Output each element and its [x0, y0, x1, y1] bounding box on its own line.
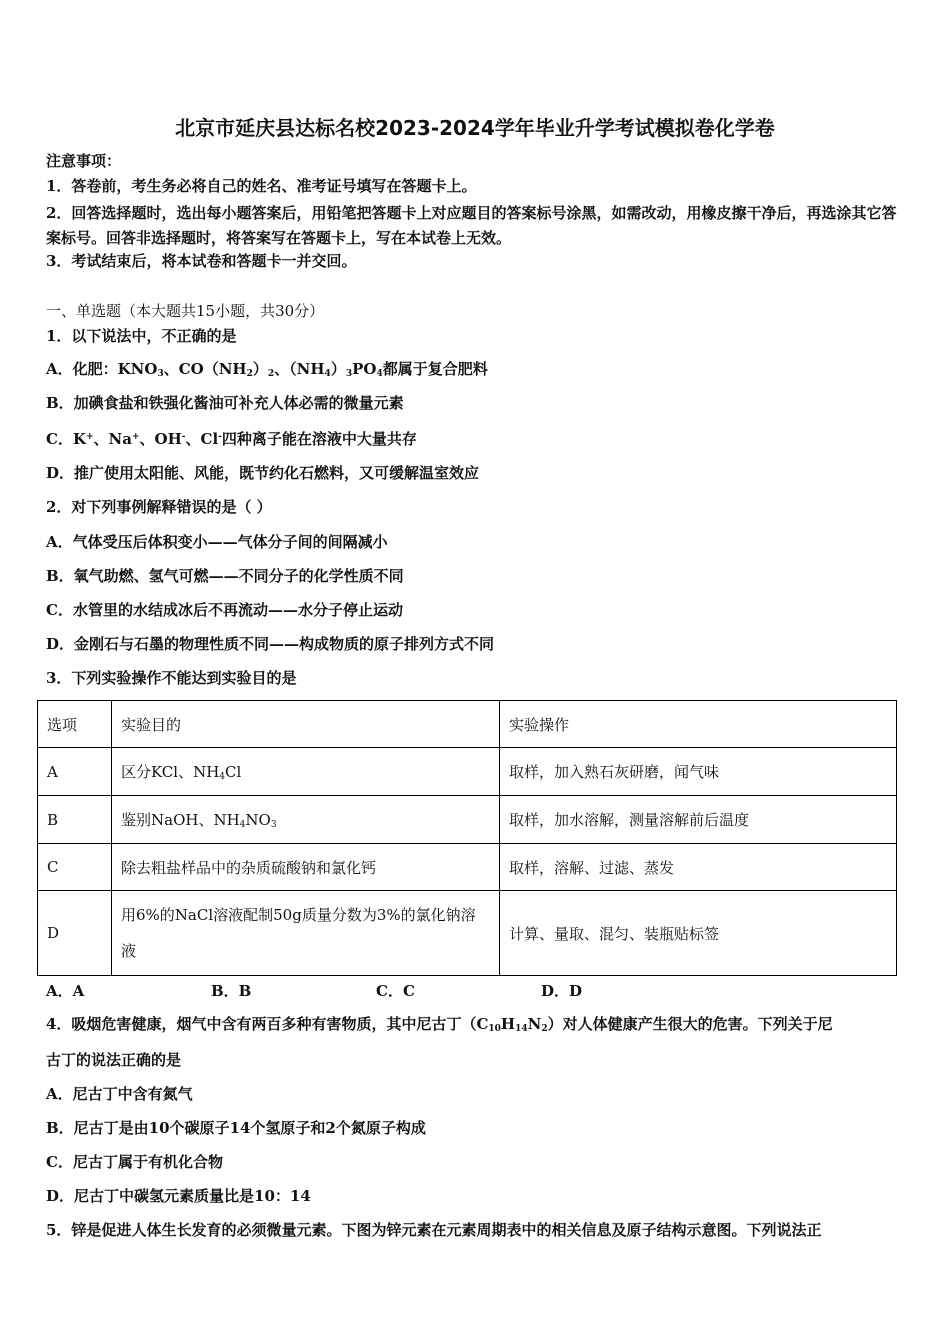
q4-option-c: C．尼古丁属于有机化合物 — [46, 1153, 223, 1171]
q3-option-b: B．B — [211, 982, 252, 1000]
q1-stem: 1．以下说法中，不正确的是 — [46, 327, 237, 345]
q1-option-d: D．推广使用太阳能、风能，既节约化石燃料，又可缓解温室效应 — [46, 464, 480, 482]
q3-option-c: C．C — [376, 982, 415, 1000]
notice-item-2: 2．回答选择题时，选出每小题答案后，用铅笔把答题卡上对应题目的答案标号涂黑，如需改动，用橡皮擦干净后，再选涂其它答案标号。回答非选择题时，将答案写在答题卡上，写在本试卷上无效。 — [46, 204, 897, 247]
q3-option-d: D．D — [541, 982, 583, 1000]
row-operation: 取样，加水溶解，测量溶解前后温度 — [500, 796, 897, 844]
q1-option-a: A．化肥：$KNO_3$、$CO(NH_2)_2$、$(NH_4)_3PO_4$都属于复合肥料 — [46, 360, 488, 379]
q5-stem: 5．锌是促进人体生长发育的必须微量元素。下图为锌元素在元素周期表中的相关信息及原子结构示意图。下列说法正 — [46, 1221, 822, 1239]
header-option: 选项 — [38, 701, 112, 748]
table-row — [38, 748, 897, 796]
q2-option-a: A．气体受压后体积变小——气体分子间的间隔减小 — [46, 533, 388, 551]
page-title: 北京市延庆县达标名校2023-2024学年毕业升学考试模拟卷化学卷 — [175, 116, 775, 140]
q4-option-a: A．尼古丁中含有氮气 — [46, 1085, 193, 1103]
table-header-row — [38, 701, 897, 748]
header-operation: 实验操作 — [500, 701, 897, 748]
row-operation: 计算、量取、混匀、装瓶贴标签 — [500, 891, 897, 976]
row-option: B — [38, 796, 112, 844]
q3-stem: 3．下列实验操作不能达到实验目的是 — [46, 669, 297, 687]
header-goal: 实验目的 — [112, 701, 500, 748]
q4-option-b: B．尼古丁是由10个碳原子14个氢原子和2个氮原子构成 — [46, 1119, 426, 1137]
row-option: D — [38, 891, 112, 976]
q4-stem-cont: 古丁的说法正确的是 — [46, 1051, 182, 1069]
q3-option-a: A．A — [46, 982, 85, 1000]
row-goal: 用6%的NaCl溶液配制50g质量分数为3%的氯化钠溶液 — [112, 891, 500, 976]
row-goal: 除去粗盐样品中的杂质硫酸钠和氯化钙 — [112, 844, 500, 891]
table-row — [38, 844, 897, 891]
row-option: C — [38, 844, 112, 891]
section-heading: 一、单选题（本大题共15小题，共30分） — [46, 302, 325, 320]
table-row — [38, 796, 897, 844]
q4-stem: 4．吸烟危害健康，烟气中含有两百多种有害物质，其中尼古丁$(C_{10}H_{14}N_2)$对人体健康产生很大的危害。下列关于尼 — [46, 1015, 833, 1034]
q2-option-c: C．水管里的水结成冰后不再流动——水分子停止运动 — [46, 601, 403, 619]
row-option: A — [38, 748, 112, 796]
notice-item-1: 1．答卷前，考生务必将自己的姓名、准考证号填写在答题卡上。 — [46, 177, 477, 195]
q1-option-b: B．加碘食盐和铁强化酱油可补充人体必需的微量元素 — [46, 394, 404, 412]
table-row — [38, 891, 897, 976]
experiment-table — [37, 700, 897, 976]
q1-option-c: C．K+、Na+、OH-、Cl-四种离子能在溶液中大量共存 — [46, 430, 417, 448]
q4-option-d: D．尼古丁中碳氢元素质量比是10：14 — [46, 1187, 311, 1205]
notice-heading: 注意事项： — [46, 152, 122, 170]
row-goal: 鉴别NaOH、$NH_4NO_3$ — [112, 796, 500, 844]
q3-options — [46, 980, 706, 1001]
q2-stem: 2．对下列事例解释错误的是（ ） — [46, 498, 272, 516]
row-goal: 区分KCl、$NH_4Cl$ — [112, 748, 500, 796]
row-operation: 取样，溶解、过滤、蒸发 — [500, 844, 897, 891]
q2-option-b: B．氧气助燃、氢气可燃——不同分子的化学性质不同 — [46, 567, 404, 585]
q2-option-d: D．金刚石与石墨的物理性质不同——构成物质的原子排列方式不同 — [46, 635, 495, 653]
row-operation: 取样，加入熟石灰研磨，闻气味 — [500, 748, 897, 796]
notice-item-3: 3．考试结束后，将本试卷和答题卡一并交回。 — [46, 252, 357, 270]
